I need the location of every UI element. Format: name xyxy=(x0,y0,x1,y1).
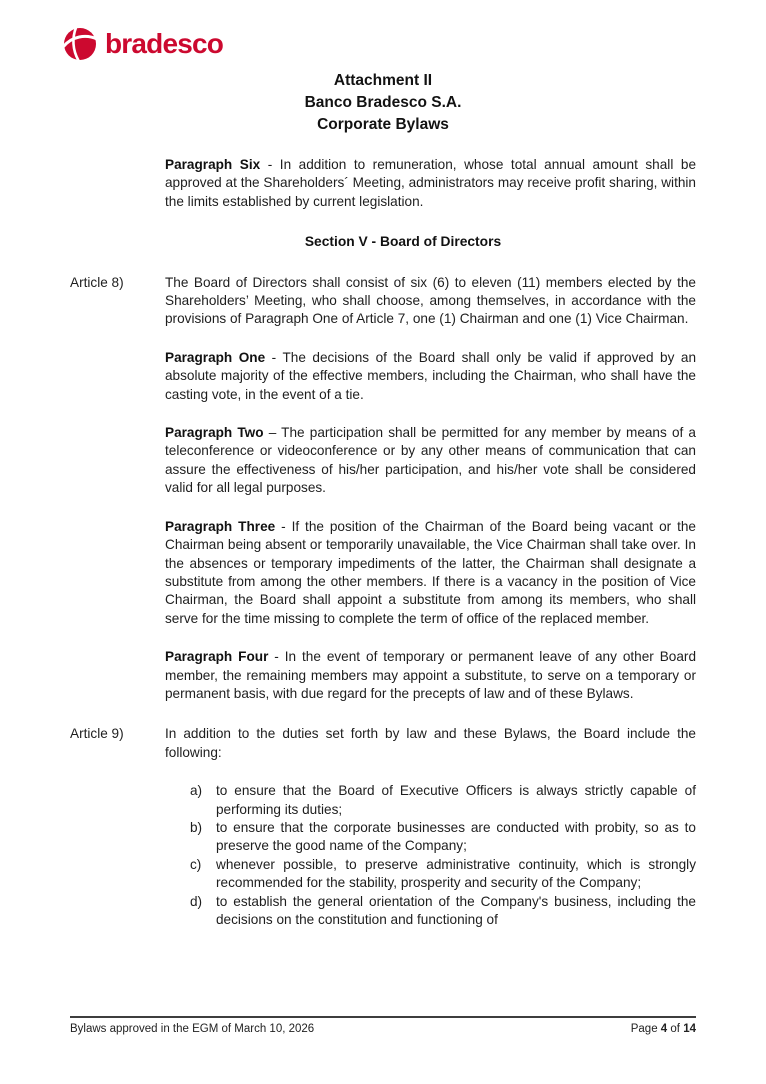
article-8 xyxy=(70,274,696,329)
list-item-a-text: to ensure that the Board of Executive Officers is always strictly capable of performing its duties; xyxy=(216,783,696,817)
paragraph-one xyxy=(165,349,696,404)
duties-list xyxy=(190,782,696,929)
footer-page-label: Page xyxy=(630,1023,658,1035)
list-item-a-marker: a) xyxy=(190,783,203,799)
list-item-b xyxy=(190,819,696,856)
title-doc-type: Corporate Bylaws xyxy=(317,116,449,133)
footer-page xyxy=(631,1023,696,1035)
article-9-label: Article 9) xyxy=(70,726,124,742)
paragraph-four-label: Paragraph Four xyxy=(165,649,269,665)
paragraph-six-text: - In addition to remuneration, whose total annual amount shall be approved at the Shareholders´ Meeting, administrators may receive profit sharing, within the limits established by current legislation. xyxy=(165,157,697,209)
article-9-text: In addition to the duties set forth by law and these Bylaws, the Board include the following: xyxy=(165,726,696,760)
paragraph-four-text: - In the event of temporary or permanent leave of any other Board member, the remaining members may appoint a substitute, to serve on a temporary or permanent basis, with due regard for the precepts of law and of these Bylaws. xyxy=(165,649,697,701)
paragraph-two xyxy=(165,424,696,498)
title-attachment: Attachment II xyxy=(333,72,433,89)
list-item-c-text: whenever possible, to preserve administrative continuity, which is strongly recommended for the stability, prosperity and security of the Company; xyxy=(216,856,696,891)
article-8-text: The Board of Directors shall consist of six (6) to eleven (11) members elected by the Shareholders’ Meeting, who shall choose, among themselves, in accordance with the provisions of Paragraph One of Article 7, one (1) Chairman and one (1) Vice Chairman. xyxy=(165,274,696,327)
title-company: Banco Bradesco S.A. xyxy=(304,94,462,111)
footer-page-total: 14 xyxy=(683,1023,696,1035)
footer-page-current: 4 xyxy=(660,1023,668,1035)
paragraph-four xyxy=(165,648,696,703)
paragraph-six xyxy=(165,156,696,211)
article-8-label: Article 8) xyxy=(70,274,124,290)
paragraph-three xyxy=(165,518,696,628)
list-item-b-marker: b) xyxy=(190,819,203,835)
paragraph-one-label: Paragraph One xyxy=(165,349,266,365)
article-9 xyxy=(70,725,696,762)
list-item-c-marker: c) xyxy=(190,856,202,872)
footer-page-of: of xyxy=(670,1023,680,1035)
bradesco-logo xyxy=(62,26,223,62)
bradesco-logo-text: bradesco xyxy=(105,28,224,59)
list-item-b-text: to ensure that the corporate businesses are conducted with probity, so as to preserve the good name of the Company; xyxy=(216,819,696,854)
list-item-d-text: to establish the general orientation of the Company's business, including the decisions on the constitution and functioning of xyxy=(216,893,696,927)
list-item-d xyxy=(190,893,696,930)
paragraph-six-label: Paragraph Six xyxy=(165,157,261,172)
paragraph-one-text: - The decisions of the Board shall only be valid if approved by an absolute majority of the effective members, including the Chairman, who shall have the casting vote, in the event of a tie. xyxy=(165,349,697,402)
section-heading: Section V - Board of Directors xyxy=(304,234,502,250)
list-item-a xyxy=(190,782,696,819)
page-footer xyxy=(70,1016,696,1035)
document-title xyxy=(0,0,766,136)
paragraph-two-text: – The participation shall be permitted for any member by means of a teleconference or videoconference or by any other means of communication that can assure the effectiveness of his/her participation, and his/her vote shall be considered valid for all legal purposes. xyxy=(165,425,696,496)
bradesco-logo-icon xyxy=(62,26,98,62)
document-body xyxy=(70,156,696,929)
paragraph-two-label: Paragraph Two xyxy=(165,425,264,441)
list-item-c xyxy=(190,856,696,893)
list-item-d-marker: d) xyxy=(190,893,203,909)
paragraph-three-text: - If the position of the Chairman of the Board being vacant or the Chairman being absent or temporarily unavailable, the Vice Chairman shall take over. In the absences or temporary impediments of the latter, the Chairman shall designate a substitute from among the other members. If there is a vacancy in the position of Vice Chairman, the Board shall appoint a substitute from among its members, who shall serve for the time missing to complete the term of office of the replaced member. xyxy=(165,518,696,626)
footer-note: Bylaws approved in the EGM of March 10, 2026 xyxy=(70,1023,315,1035)
paragraph-three-label: Paragraph Three xyxy=(165,518,276,534)
